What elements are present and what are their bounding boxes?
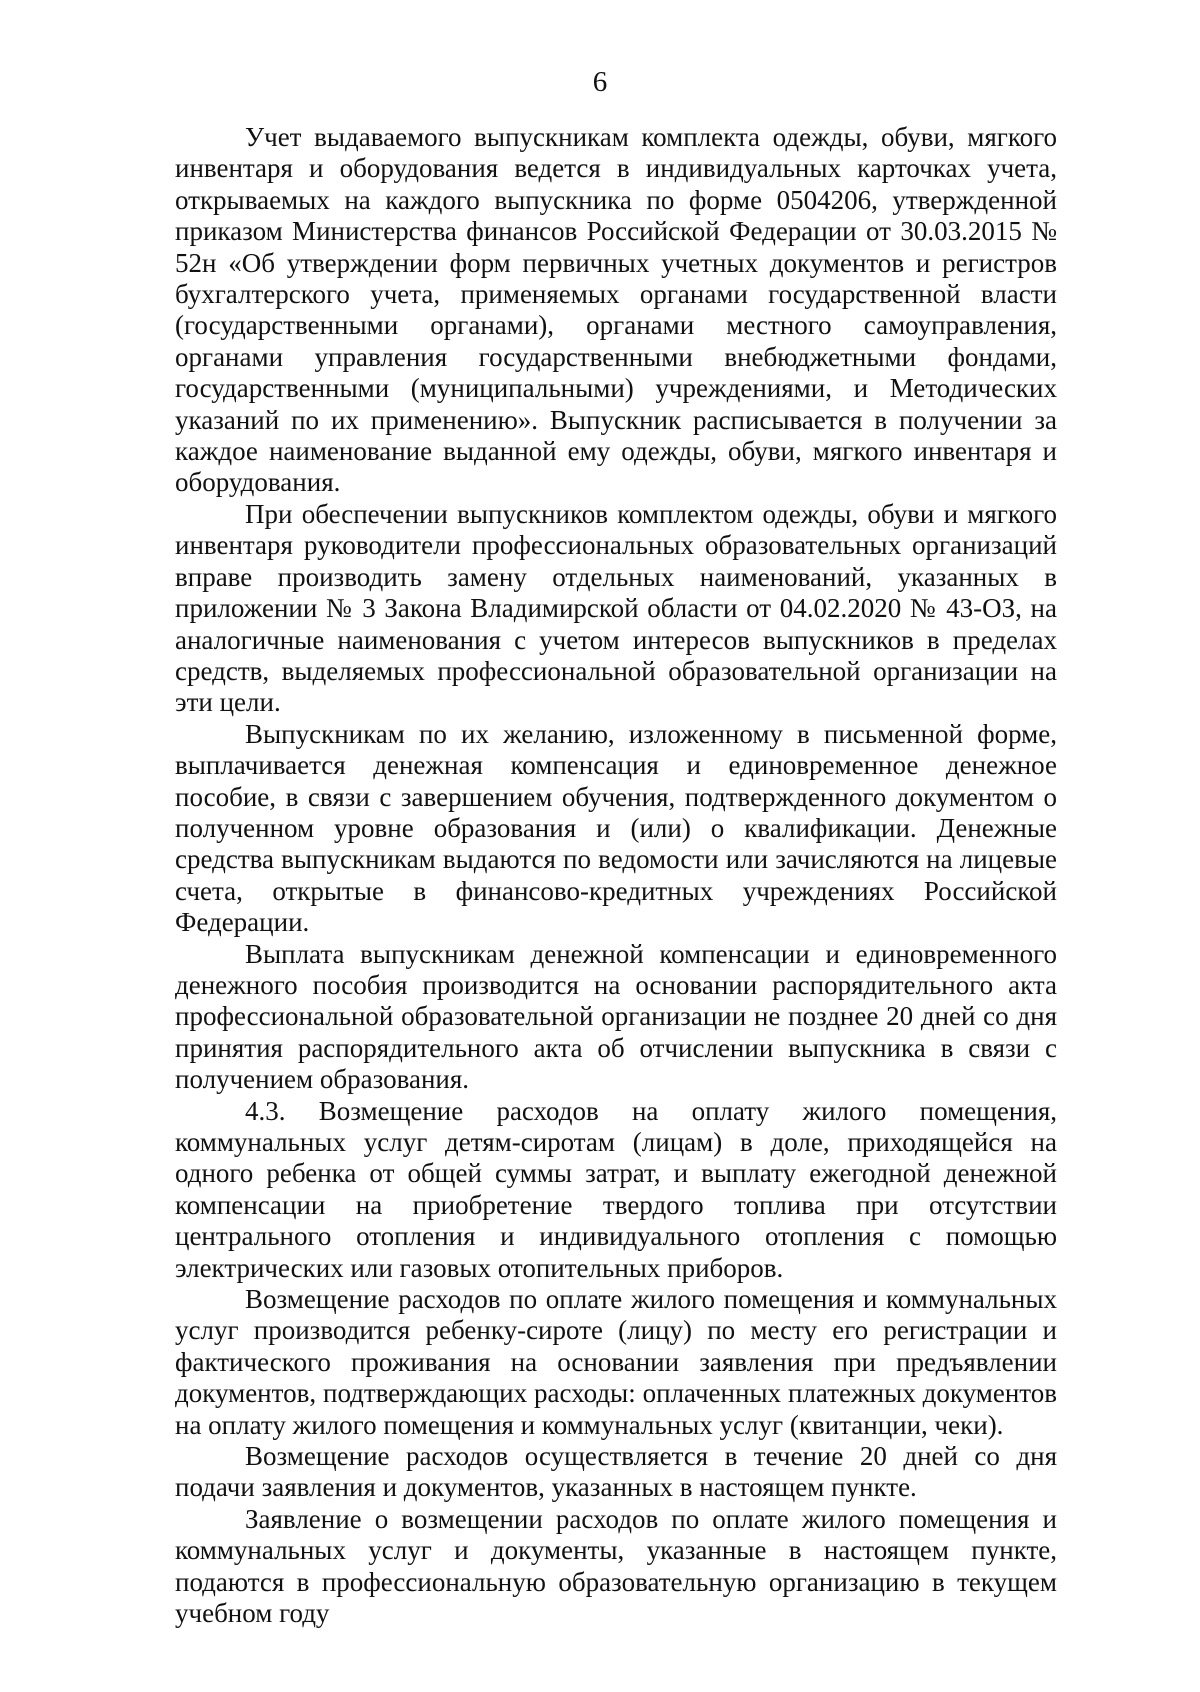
document-body [175, 122, 1057, 1630]
paragraph: Выпускникам по их желанию, изложенному в письменной форме, выплачивается денежная компенсация и единовременное денежное пособие, в связи с завершением обучения, подтвержденного документом о полученном уровне образования и (или) о квалификации. Денежные средства выпускникам выдаются по ведомости или зачисляются на лицевые счета, открытые в финансово-кредитных учреждениях Российской Федерации. [175, 718, 1057, 938]
paragraph: При обеспечении выпускников комплектом одежды, обуви и мягкого инвентаря руководители профессиональных образовательных организаций вправе производить замену отдельных наименований, указанных в приложении № 3 Закона Владимирской области от 04.02.2020 № 43-ОЗ, на аналогичные наименования с учетом интересов выпускников в пределах средств, выделяемых профессиональной образовательной организации на эти цели. [175, 498, 1057, 718]
paragraph: Возмещение расходов осуществляется в течение 20 дней со дня подачи заявления и документов, указанных в настоящем пункте. [175, 1441, 1057, 1503]
paragraph: Возмещение расходов по оплате жилого помещения и коммунальных услуг производится ребенку-сироте (лицу) по месту его регистрации и фактического проживания на основании заявления при предъявлении документов, подтверждающих расходы: оплаченных платежных документов на оплату жилого помещения и коммунальных услуг (квитанции, чеки). [175, 1284, 1057, 1440]
paragraph: 4.3. Возмещение расходов на оплату жилого помещения, коммунальных услуг детям-сиротам (лицам) в доле, приходящейся на одного ребенка от общей суммы затрат, и выплату ежегодной денежной компенсации на приобретение твердого топлива при отсутствии центрального отопления и индивидуального отопления с помощью электрических или газовых отопительных приборов. [175, 1095, 1057, 1283]
paragraph: Учет выдаваемого выпускникам комплекта одежды, обуви, мягкого инвентаря и оборудования ведется в индивидуальных карточках учета, открываемых на каждого выпускника по форме 0504206, утвержденной приказом Министерства финансов Российской Федерации от 30.03.2015 № 52н «Об утверждении форм первичных учетных документов и регистров бухгалтерского учета, применяемых органами государственной власти (государственными органами), органами местного самоуправления, органами управления государственными внебюджетными фондами, государственными (муниципальными) учреждениями, и Методических указаний по их применению». Выпускник расписывается в получении за каждое наименование выданной ему одежды, обуви, мягкого инвентаря и оборудования. [175, 122, 1057, 498]
page-number: 6 [592, 66, 608, 98]
paragraph: Выплата выпускникам денежной компенсации и единовременного денежного пособия производится на основании распорядительного акта профессиональной образовательной организации не позднее 20 дней со дня принятия распорядительного акта об отчислении выпускника в связи с получением образования. [175, 938, 1057, 1095]
paragraph: Заявление о возмещении расходов по оплате жилого помещения и коммунальных услуг и документы, указанные в настоящем пункте, подаются в профессиональную образовательную организацию в текущем учебном году [175, 1503, 1057, 1629]
